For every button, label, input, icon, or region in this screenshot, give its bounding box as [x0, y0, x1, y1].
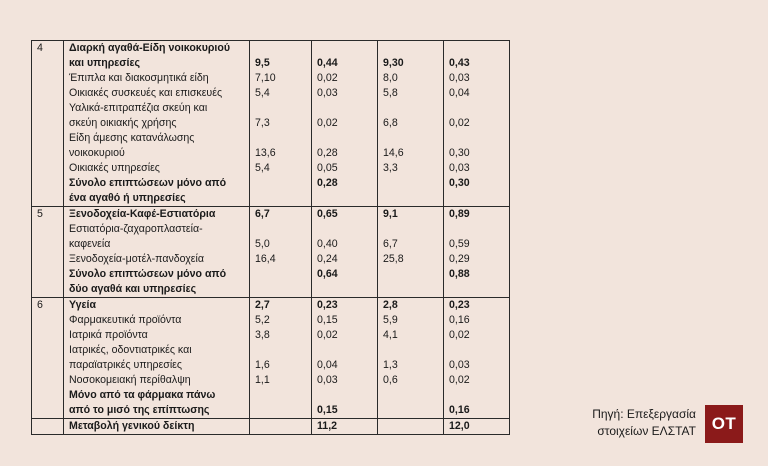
ot-logo [705, 405, 743, 443]
value: 9,30 [383, 57, 404, 69]
item-label: σκεύη οικιακής χρήσης [69, 117, 177, 129]
value: 0,23 [449, 299, 470, 311]
item-label: Είδη άμεσης κατανάλωσης [69, 132, 195, 144]
source-line: στοιχείων ΕΛΣΤΑΤ [597, 424, 696, 438]
subtotal-label: από το μισό της επίπτωσης [69, 404, 210, 416]
value: 2,8 [383, 299, 398, 311]
value: 0,23 [317, 299, 338, 311]
value-col4-cell [444, 207, 510, 298]
value: 0,40 [317, 238, 338, 250]
value: 2,7 [255, 299, 270, 311]
item-label: Ιατρικές, οδοντιατρικές και [69, 344, 192, 356]
value: 1,6 [255, 359, 270, 371]
item-label: Εστιατόρια-ζαχαροπλαστεία- [69, 223, 203, 235]
item-label: Οικιακές υπηρεσίες [69, 162, 160, 174]
value: 5,8 [383, 87, 398, 99]
item-label: Οικιακές συσκευές και επισκευές [69, 87, 223, 99]
value: 7,3 [255, 117, 270, 129]
category-title: Διαρκή αγαθά-Είδη νοικοκυριού [69, 42, 231, 54]
value: 1,3 [383, 359, 398, 371]
section-id-cell [32, 419, 64, 435]
value: 0,05 [317, 162, 338, 174]
subtotal-value: 0,30 [449, 177, 470, 189]
value-col1-cell [250, 41, 312, 207]
data-table [31, 40, 510, 435]
subtotal-label: ένα αγαθό ή υπηρεσίες [69, 192, 186, 204]
category-cell [64, 298, 250, 419]
subtotal-label: Μόνο από τα φάρμακα πάνω [69, 389, 216, 401]
subtotal-label: Σύνολο επιπτώσεων μόνο από [69, 177, 227, 189]
table-row-section-5 [32, 207, 510, 298]
value: 16,4 [255, 253, 276, 265]
value: 0,89 [449, 208, 470, 220]
value: 0,02 [449, 117, 470, 129]
value: 0,04 [449, 87, 470, 99]
value: 0,03 [317, 87, 338, 99]
value: 0,28 [317, 147, 338, 159]
subtotal-label: δύο αγαθά και υπηρεσίες [69, 283, 197, 295]
item-label: Φαρμακευτικά προϊόντα [69, 314, 182, 326]
item-label: καφενεία [69, 238, 111, 250]
value: 8,0 [383, 72, 398, 84]
value: 0,02 [317, 72, 338, 84]
value-col2-cell [312, 41, 378, 207]
value: 0,02 [317, 329, 338, 341]
value: 5,0 [255, 238, 270, 250]
logo-text: ΟΤ [711, 414, 737, 433]
item-label: Νοσοκομειακή περίθαλψη [69, 374, 191, 386]
value: 25,8 [383, 253, 404, 265]
value: 7,10 [255, 72, 276, 84]
item-label: Ξενοδοχεία-μοτέλ-πανδοχεία [69, 253, 205, 265]
value: 0,65 [317, 208, 338, 220]
table-row-section-4 [32, 41, 510, 207]
value: 0,03 [449, 359, 470, 371]
value-col1-cell [250, 298, 312, 419]
total-label-cell [64, 419, 250, 435]
value: 4,1 [383, 329, 398, 341]
value: 5,9 [383, 314, 398, 326]
section-id-cell: 4 [32, 41, 64, 207]
item-label: παραϊατρικές υπηρεσίες [69, 359, 183, 371]
value: 0,44 [317, 57, 338, 69]
item-label: Ιατρικά προϊόντα [69, 329, 148, 341]
value: 0,03 [449, 162, 470, 174]
total-label: Μεταβολή γενικού δείκτη [69, 420, 195, 432]
value: 0,02 [449, 329, 470, 341]
value: 3,3 [383, 162, 398, 174]
table-row-total [32, 419, 510, 435]
category-cell [64, 207, 250, 298]
value: 0,03 [317, 374, 338, 386]
value: 0,15 [317, 314, 338, 326]
category-title: Ξενοδοχεία-Καφέ-Εστιατόρια [69, 208, 216, 220]
total-value: 12,0 [449, 420, 470, 432]
category-cell [64, 41, 250, 207]
value-col1-cell [250, 207, 312, 298]
value: 13,6 [255, 147, 276, 159]
value: 0,29 [449, 253, 470, 265]
subtotal-value: 0,64 [317, 268, 338, 280]
value: 14,6 [383, 147, 404, 159]
value: 0,03 [449, 72, 470, 84]
table-row-section-6 [32, 298, 510, 419]
value: 5,2 [255, 314, 270, 326]
subtotal-value: 0,15 [317, 404, 338, 416]
value-col1-cell [250, 419, 312, 435]
subtotal-value: 0,16 [449, 404, 470, 416]
value-col3-cell [378, 41, 444, 207]
value: 0,04 [317, 359, 338, 371]
value-col4-cell [444, 419, 510, 435]
value: 0,43 [449, 57, 470, 69]
value-col2-cell [312, 419, 378, 435]
value-col4-cell [444, 298, 510, 419]
value: 0,16 [449, 314, 470, 326]
total-value: 11,2 [317, 420, 338, 432]
subtotal-value: 0,28 [317, 177, 338, 189]
subtotal-value: 0,88 [449, 268, 470, 280]
value: 0,24 [317, 253, 338, 265]
value: 9,1 [383, 208, 398, 220]
value-col4-cell [444, 41, 510, 207]
value: 3,8 [255, 329, 270, 341]
item-label: νοικοκυριού [69, 147, 125, 159]
value-col3-cell [378, 207, 444, 298]
value: 0,59 [449, 238, 470, 250]
value: 5,4 [255, 87, 270, 99]
value: 0,02 [317, 117, 338, 129]
value-col3-cell [378, 298, 444, 419]
value: 5,4 [255, 162, 270, 174]
value: 1,1 [255, 374, 270, 386]
value: 0,02 [449, 374, 470, 386]
item-label: Έπιπλα και διακοσμητικά είδη [69, 72, 209, 84]
value-col2-cell [312, 298, 378, 419]
category-title: και υπηρεσίες [69, 57, 141, 69]
value: 6,7 [255, 208, 270, 220]
value-col2-cell [312, 207, 378, 298]
source-note [562, 406, 696, 440]
category-title: Υγεία [69, 299, 97, 311]
section-id-cell: 6 [32, 298, 64, 419]
item-label: Υαλικά-επιτραπέζια σκεύη και [69, 102, 208, 114]
value: 6,7 [383, 238, 398, 250]
subtotal-label: Σύνολο επιπτώσεων μόνο από [69, 268, 227, 280]
value-col3-cell [378, 419, 444, 435]
value: 0,6 [383, 374, 398, 386]
value: 6,8 [383, 117, 398, 129]
value: 0,30 [449, 147, 470, 159]
source-line: Πηγή: Επεξεργασία [592, 407, 696, 421]
section-id-cell: 5 [32, 207, 64, 298]
value: 9,5 [255, 57, 270, 69]
